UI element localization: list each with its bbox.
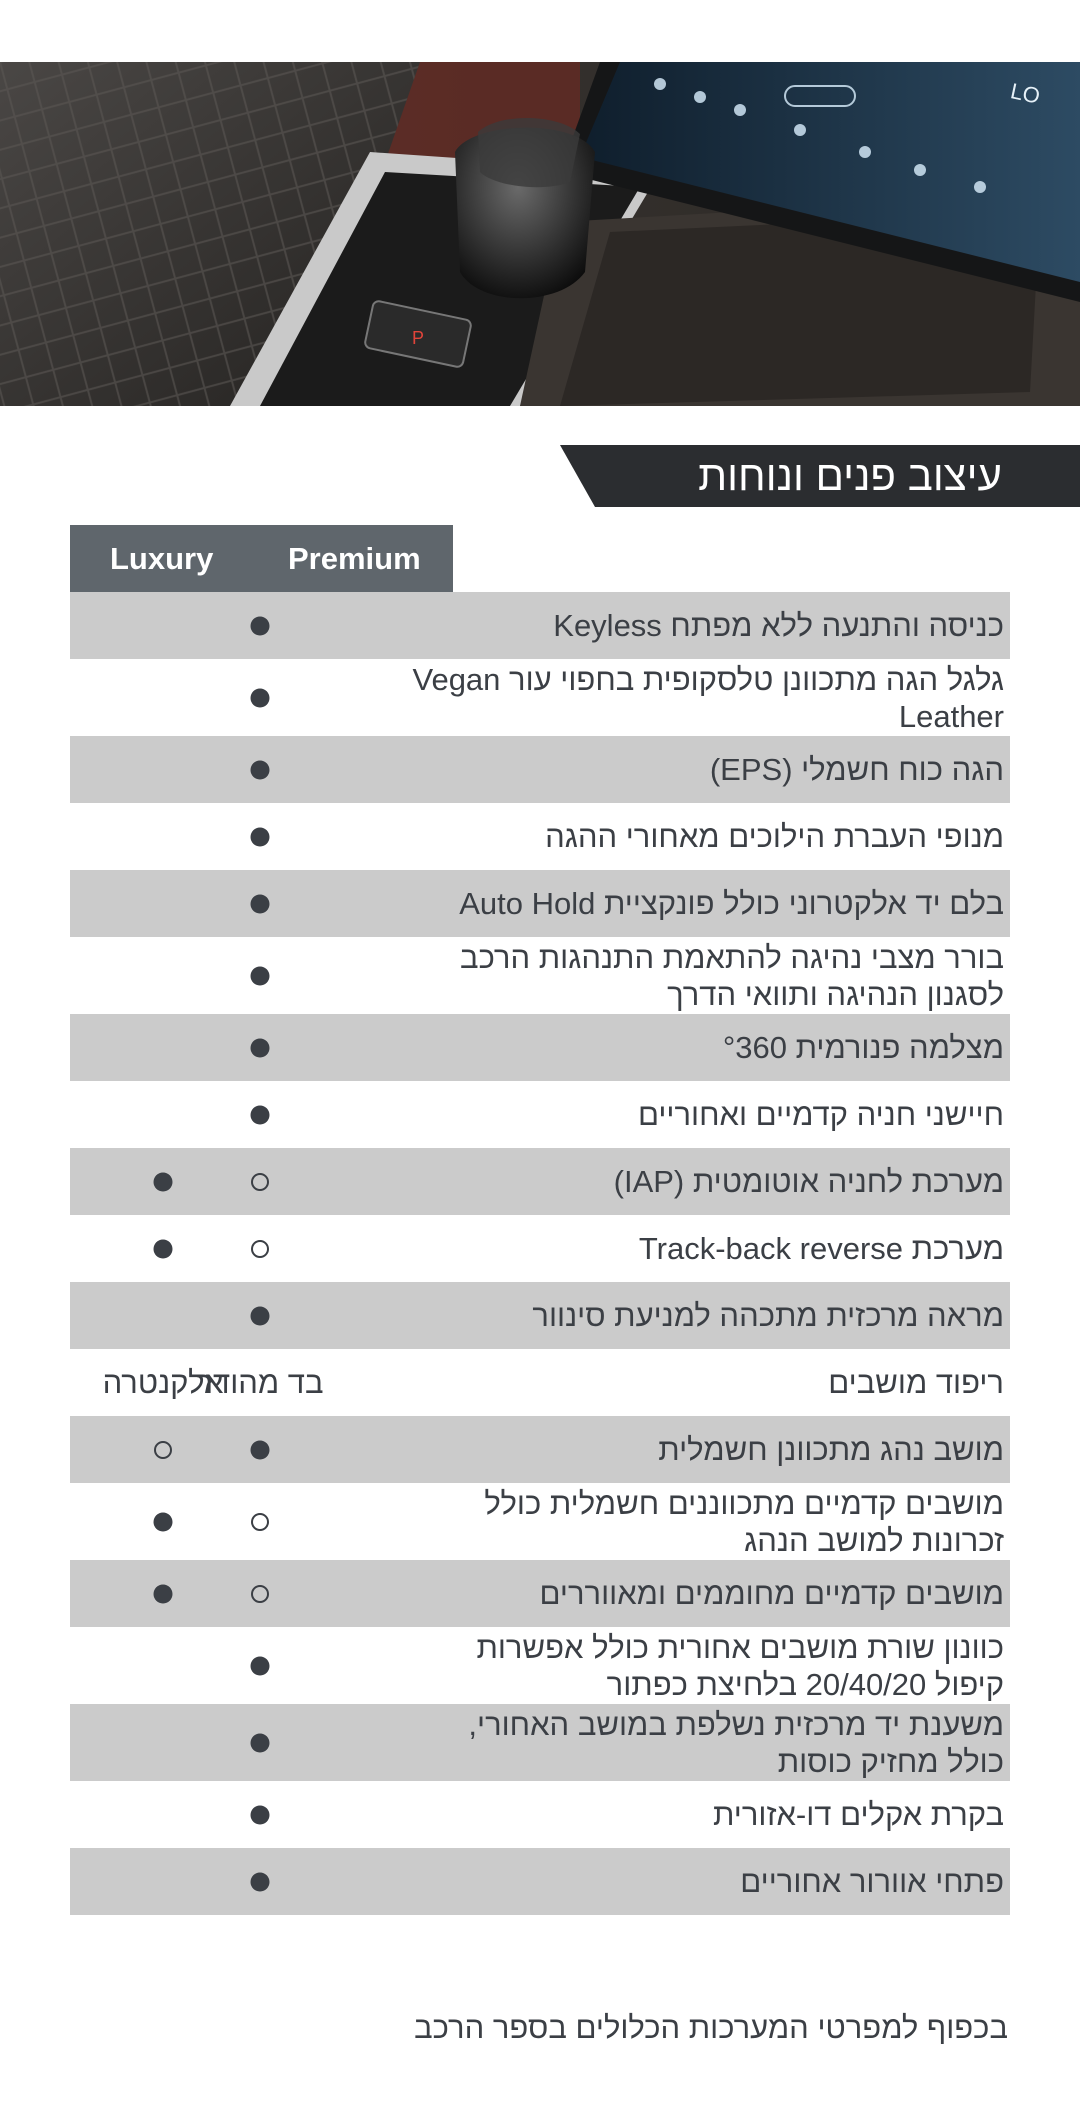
table-row [70,1014,1010,1081]
premium-standard-dot-icon [251,616,270,635]
premium-value: בד מהודר [196,1364,324,1400]
luxury-standard-dot-icon [154,1584,173,1603]
feature-label [404,659,1004,736]
feature-label-text: כוונון שורת מושבים אחורית כולל אפשרות קיפול 20/40/20 בלחיצת כפתור [476,1629,1004,1702]
section-title: עיצוב פנים ונוחות [698,452,1002,499]
feature-label-text: מערכת Track-back reverse [638,1231,1004,1266]
premium-standard-dot-icon [251,966,270,985]
feature-label-text: הגה כוח חשמלי (EPS) [709,752,1004,787]
feature-label [404,1560,1004,1627]
premium-standard-dot-icon [251,760,270,779]
table-row [70,1081,1010,1148]
feature-label [404,803,1004,870]
premium-standard-dot-icon [251,1872,270,1891]
feature-label-text: מושבים קדמיים מחוממים ומאווררים [539,1576,1004,1611]
premium-standard-dot-icon [251,1105,270,1124]
luxury-standard-dot-icon [154,1239,173,1258]
table-row [70,803,1010,870]
feature-label-text: מושב נהג מתכוונן חשמלית [658,1432,1004,1467]
feature-label [404,1349,1004,1416]
premium-standard-dot-icon [251,827,270,846]
luxury-standard-dot-icon [154,1172,173,1191]
feature-label-text: בורר מצבי נהיגה להתאמת התנהגות הרכב לסגנון הנהיגה ותוואי הדרך [460,939,1004,1012]
feature-label [404,592,1004,659]
table-row [70,1148,1010,1215]
premium-standard-dot-icon [251,1440,270,1459]
feature-label [404,1483,1004,1560]
premium-standard-dot-icon [251,1038,270,1057]
column-luxury-label: Luxury [110,541,214,576]
feature-label [404,937,1004,1014]
table-row [70,1349,1010,1416]
feature-label [404,1781,1004,1848]
feature-label [404,1627,1004,1704]
feature-label [404,1148,1004,1215]
table-row [70,870,1010,937]
feature-label-text: בקרת אקלים דו-אזורית [712,1797,1004,1832]
table-row [70,1215,1010,1282]
luxury-value: אלקנטרה [102,1364,224,1400]
feature-label [404,1081,1004,1148]
table-row [70,1704,1010,1781]
table-row [70,592,1010,659]
feature-label-text: בלם יד אלקטרוני כולל פונקציית Auto Hold [459,886,1004,921]
luxury-standard-dot-icon [154,1512,173,1531]
section-title-banner [560,445,1080,507]
premium-optional-circle-icon [251,1585,269,1603]
premium-standard-dot-icon [251,894,270,913]
svg-text:LO: LO [1008,78,1043,109]
table-row [70,1627,1010,1704]
table-row [70,1560,1010,1627]
feature-label [404,1416,1004,1483]
feature-label [404,736,1004,803]
feature-label-text: חיישני חניה קדמיים ואחוריים [637,1097,1004,1132]
feature-table [70,592,1010,1915]
premium-standard-dot-icon [251,688,270,707]
premium-standard-dot-icon [251,1733,270,1752]
feature-label [404,1704,1004,1781]
feature-label-text: ריפוד מושבים [828,1365,1004,1400]
feature-label-text: מערכת לחניה אוטומטית (IAP) [613,1164,1004,1199]
premium-standard-dot-icon [251,1306,270,1325]
table-row [70,1848,1010,1915]
premium-standard-dot-icon [251,1805,270,1824]
premium-optional-circle-icon [251,1173,269,1191]
feature-label [404,1848,1004,1915]
table-row [70,1781,1010,1848]
feature-label-text: מראה מרכזית מתכהה למניעת סינוור [532,1298,1004,1333]
footnote: בכפוף למפרטי המערכות הכלולים בספר הרכב [414,2010,1008,2045]
feature-label-text: מצלמה פנורמית °360 [722,1030,1004,1065]
table-row [70,937,1010,1014]
table-row [70,1483,1010,1560]
feature-label-text: פתחי אוורור אחוריים [740,1864,1004,1899]
table-row [70,659,1010,736]
premium-optional-circle-icon [251,1240,269,1258]
svg-text:P: P [412,328,425,348]
feature-label [404,870,1004,937]
premium-standard-dot-icon [251,1656,270,1675]
hero-image-gear-console [0,62,1080,406]
table-row [70,1282,1010,1349]
feature-label [404,1014,1004,1081]
feature-label [404,1282,1004,1349]
column-premium-label: Premium [288,541,421,576]
column-header [70,525,453,592]
feature-label-text: מושבים קדמיים מתכווננים חשמלית כולל זכרונות למושב הנהג [484,1485,1004,1558]
feature-label-text: מנופי העברת הילוכים מאחורי ההגה [545,819,1004,854]
feature-label-text: גלגל הגה מתכוונן טלסקופית בחפוי עור Vegan Leather [412,661,1004,734]
feature-label-text: משענת יד מרכזית נשלפת במושב האחורי, כולל מחזיק כוסות [468,1706,1004,1779]
table-row [70,1416,1010,1483]
feature-label-text: כניסה והתנעה ללא מפתח Keyless [553,608,1004,643]
feature-label [404,1215,1004,1282]
luxury-optional-circle-icon [154,1441,172,1459]
premium-optional-circle-icon [251,1513,269,1531]
table-row [70,736,1010,803]
